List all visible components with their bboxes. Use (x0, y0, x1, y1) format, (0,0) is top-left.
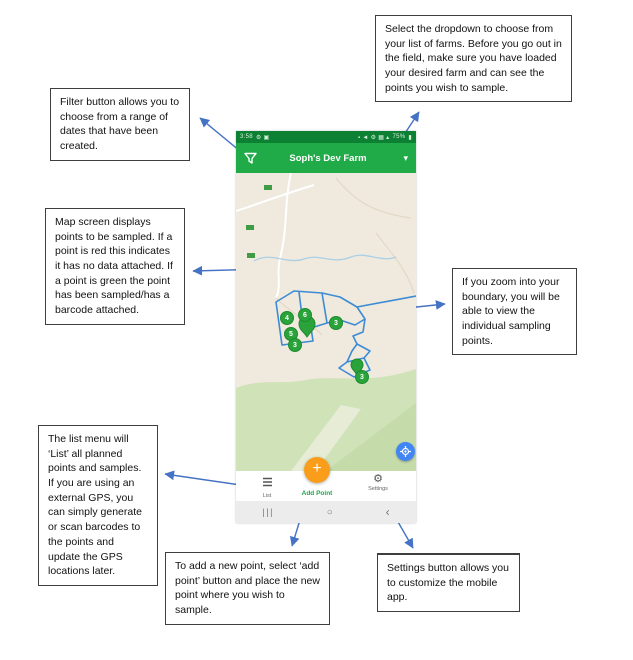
list-label: List (262, 493, 272, 499)
map-view[interactable] (236, 173, 416, 471)
road (276, 173, 291, 298)
list-icon (261, 477, 274, 487)
callout-add-point: To add a new point, select ‘add point’ button and place the new point where you wish to sample. (165, 552, 330, 625)
back-button[interactable]: ‹ (385, 505, 390, 519)
locate-icon (400, 446, 411, 457)
callout-zoom: If you zoom into your boundary, you will be able to view the individual sampling points. (452, 268, 577, 355)
sample-point[interactable]: 6 (298, 308, 312, 322)
status-time: 3:58 (240, 134, 253, 140)
recents-button[interactable]: ||| (262, 507, 274, 517)
gear-icon: ⚙ (373, 473, 383, 485)
settings-button[interactable] (362, 474, 394, 492)
android-nav-bar (236, 501, 416, 523)
road (236, 185, 314, 211)
callout-dropdown: Select the dropdown to choose from your list of farms. Before you go out in the field, make sure you have loaded your desired farm and can see the points you wish to sample. (375, 15, 572, 102)
status-bar (236, 131, 416, 143)
sample-point[interactable]: 3 (288, 338, 302, 352)
road-shield (247, 253, 255, 258)
sample-point[interactable]: 4 (280, 311, 294, 325)
sample-point[interactable]: 3 (355, 370, 369, 384)
battery-icon: ▮ (408, 134, 412, 141)
trail (376, 233, 414, 293)
callout-map: Map screen displays points to be sampled. If a point is red this indicates it has no data attached. If a point is green the point has been sampled/has a barcode attached. (45, 208, 185, 325)
callout-settings: Settings button allows you to customize the mobile app. (377, 553, 520, 612)
list-button[interactable] (252, 474, 282, 499)
add-point-fab[interactable]: + (304, 457, 330, 483)
trail (336, 178, 411, 218)
road-shield (246, 225, 254, 230)
my-location-button[interactable] (396, 442, 415, 461)
add-point-label[interactable]: Add Point (301, 490, 333, 497)
callout-filter: Filter button allows you to choose from a range of dates that have been created. (50, 88, 190, 161)
filter-button[interactable] (244, 152, 260, 165)
phone-screenshot (236, 131, 416, 523)
map-tiles (236, 173, 416, 471)
status-right-icons: ▪ ◄ ⚙ ▦ ▴ (357, 134, 390, 141)
battery-percent: 75% (392, 134, 406, 140)
filter-icon (244, 152, 257, 165)
farm-dropdown-title[interactable]: Soph's Dev Farm (289, 152, 367, 164)
home-button[interactable]: ○ (326, 506, 333, 518)
road-shield (264, 185, 272, 190)
chevron-down-icon[interactable]: ▾ (403, 152, 408, 163)
app-bar (236, 143, 416, 173)
settings-label: Settings (368, 486, 388, 492)
sample-point[interactable]: 3 (329, 316, 343, 330)
status-left-icons: ⚙ ▣ (255, 134, 270, 141)
sample-point[interactable]: 5 (284, 327, 298, 341)
river (254, 255, 396, 261)
callout-list: The list menu will ‘List’ all planned points and samples. If you are using an external GPS, you can simply generate or scan barcodes to the points and update the GPS locations later. (38, 425, 158, 586)
